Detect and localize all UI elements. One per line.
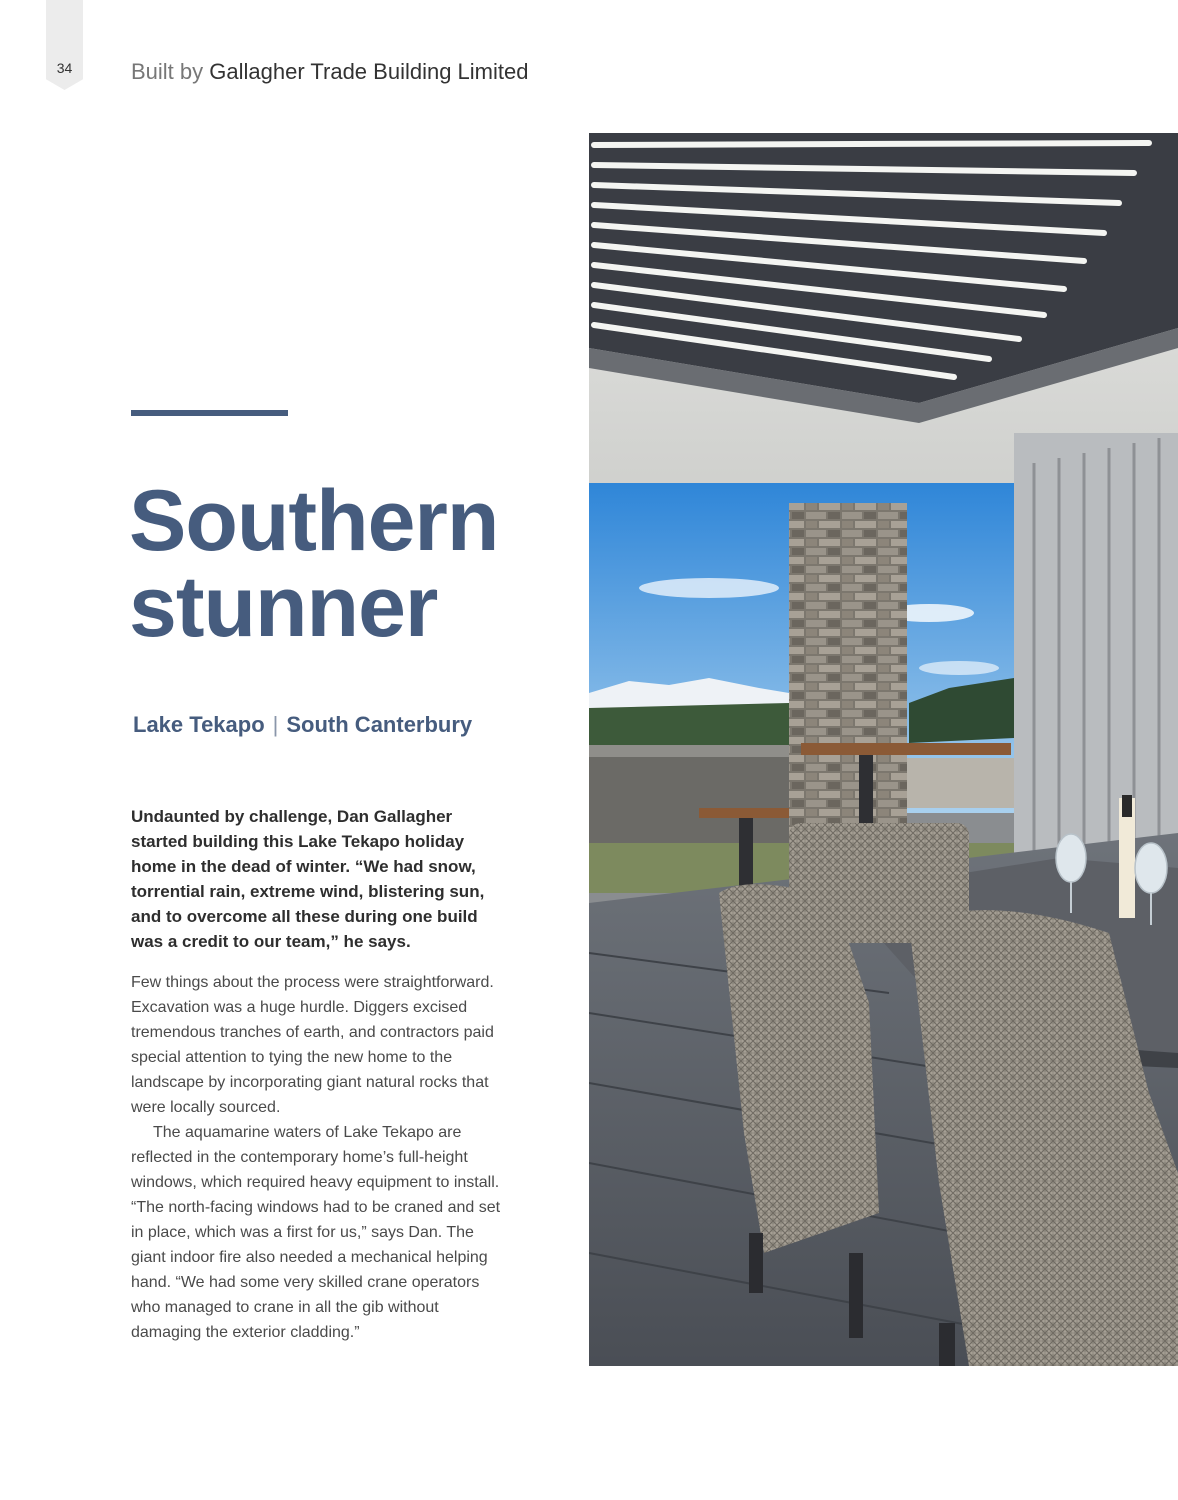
lead-paragraph: Undaunted by challenge, Dan Gallagher started building this Lake Tekapo holiday home in the dead of winter. “We had snow, torrential rain, extreme wind, blistering sun, and to overcome all these during one build was a credit to our team,” he says. (131, 807, 485, 951)
page-tab (46, 0, 83, 90)
title-rule (131, 410, 288, 416)
builder-credit-prefix: Built by (131, 59, 204, 84)
body-text (131, 970, 501, 1345)
article-title (129, 473, 499, 655)
body-paragraph-1: Few things about the process were straightforward. Excavation was a huge hurdle. Diggers excised tremendous tranches of earth, and contractors paid special attention to tying the new home to the landscape by incorporating giant natural rocks that were locally sourced. (131, 974, 494, 1116)
page-number: 34 (56, 60, 73, 76)
location-separator: | (272, 712, 279, 737)
location-place: Lake Tekapo (133, 712, 265, 737)
article-title-line-1: Southern (129, 473, 499, 569)
article-title-line-2: stunner (129, 559, 438, 655)
location (133, 712, 472, 738)
outdoor-dining-photo (589, 133, 1178, 1366)
builder-credit (131, 59, 528, 85)
location-region: South Canterbury (286, 712, 473, 737)
photo-illustration (589, 133, 1178, 1366)
builder-name: Gallagher Trade Building Limited (209, 59, 529, 84)
body-paragraph-2: The aquamarine waters of Lake Tekapo are reflected in the contemporary home’s full-height windows, which required heavy equipment to install. “The north-facing windows had to be craned and set in place, which was a first for us,” says Dan. The giant indoor fire also needed a mechanical helping hand. “We had some very skilled crane operators who managed to crane in all the gib without damaging the exterior cladding.” (131, 1124, 501, 1341)
